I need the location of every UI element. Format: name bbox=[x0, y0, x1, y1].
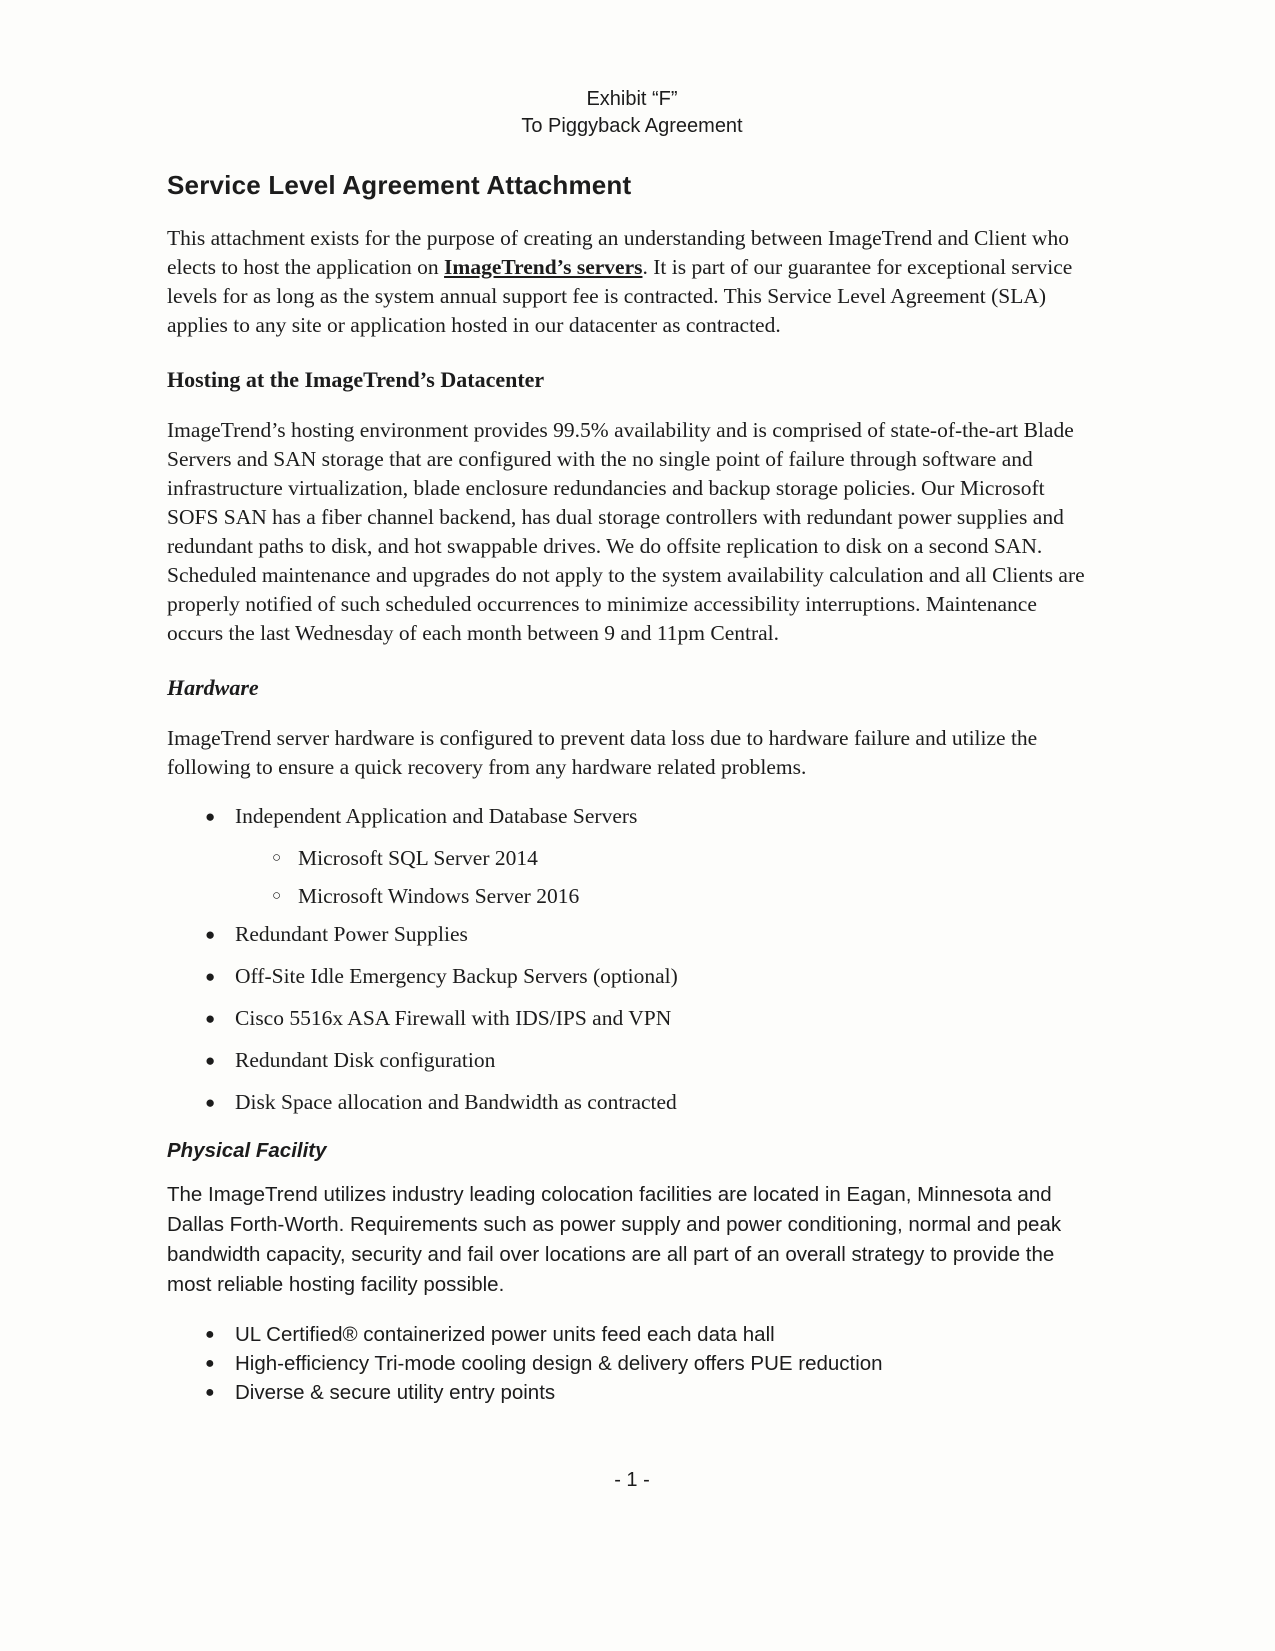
bullet-text: Redundant Disk configuration bbox=[235, 1048, 496, 1072]
bullet-icon: ● bbox=[205, 1009, 216, 1028]
intro-paragraph bbox=[167, 224, 1097, 340]
document-header bbox=[167, 86, 1097, 140]
bullet-text: UL Certified® containerized power units feed each data hall bbox=[235, 1323, 775, 1346]
bullet-item bbox=[167, 1046, 1097, 1075]
bullet-text: Redundant Power Supplies bbox=[235, 922, 468, 946]
hardware-heading: Hardware bbox=[167, 675, 259, 700]
bullet-icon: ● bbox=[205, 1093, 216, 1112]
hosting-paragraph: ImageTrend’s hosting environment provides 99.5% availability and is comprised of state-of-the-art Blade Servers and SAN storage that are configured with the no single point of failure through software and infrastructure virtualization, blade enclosure redundancies and backup storage policies. Our Microsoft SOFS SAN has a fiber channel backend, has dual storage controllers with redundant power supplies and redundant paths to disk, and hot swappable drives. We do offsite replication to disk on a second SAN. Scheduled maintenance and upgrades do not apply to the system availability calculation and all Clients are properly notified of such scheduled occurrences to minimize accessibility interruptions. Maintenance occurs the last Wednesday of each month between 9 and 11pm Central. bbox=[167, 418, 1085, 645]
physical-facility-paragraph: The ImageTrend utilizes industry leading colocation facilities are located in Eagan, Minnesota and Dallas Forth-Worth. Requirements such as power supply and power conditioning, normal and peak bandwidth capacity, security and fail over locations are all part of an overall strategy to provide the most reliable hosting facility possible. bbox=[167, 1183, 1062, 1296]
bullet-text: Independent Application and Database Servers bbox=[235, 804, 638, 828]
bullet-text: Microsoft Windows Server 2016 bbox=[298, 884, 580, 908]
bullet-item bbox=[167, 802, 1097, 831]
hardware-paragraph: ImageTrend server hardware is configured to prevent data loss due to hardware failure and utilize the following to ensure a quick recovery from any hardware related problems. bbox=[167, 726, 1038, 779]
bullet-icon: ● bbox=[205, 925, 216, 944]
document-title: Service Level Agreement Attachment bbox=[167, 170, 632, 200]
bullet-item bbox=[167, 920, 1097, 949]
bullet-text: Disk Space allocation and Bandwidth as contracted bbox=[235, 1090, 677, 1114]
bullet-icon: ● bbox=[205, 1384, 215, 1401]
bullet-text: Diverse & secure utility entry points bbox=[235, 1381, 556, 1404]
intro-part1: This attachment exists for the purpose of creating an understanding between ImageTrend and Client who elects to host the application on bbox=[167, 226, 1069, 279]
bullet-icon: ● bbox=[205, 967, 216, 986]
bullet-icon: ● bbox=[205, 1326, 215, 1343]
circle-bullet-icon: ○ bbox=[272, 850, 282, 866]
bullet-text: Cisco 5516x ASA Firewall with IDS/IPS and VPN bbox=[235, 1006, 672, 1030]
exhibit-line: Exhibit “F” bbox=[586, 88, 678, 110]
hosting-heading: Hosting at the ImageTrend’s Datacenter bbox=[167, 367, 545, 392]
bullet-item bbox=[167, 1349, 1097, 1378]
bullet-sub-item bbox=[167, 844, 1097, 873]
bullet-item bbox=[167, 962, 1097, 991]
agreement-line: To Piggyback Agreement bbox=[521, 115, 743, 137]
physical-facility-heading: Physical Facility bbox=[167, 1139, 327, 1162]
bullet-text: High-efficiency Tri-mode cooling design & delivery offers PUE reduction bbox=[235, 1352, 883, 1375]
bullet-item bbox=[167, 1320, 1097, 1349]
intro-part2: . It is part of our guarantee for exceptional service levels for as long as the system annual support fee is contracted. This Service Level Agreement (SLA) applies to any site or application hosted in our datacenter as contracted. bbox=[167, 255, 1073, 337]
page-number: - 1 - bbox=[614, 1469, 650, 1491]
circle-bullet-icon: ○ bbox=[272, 888, 282, 904]
bullet-sub-item bbox=[167, 882, 1097, 911]
bullet-icon: ● bbox=[205, 807, 216, 826]
bullet-icon: ● bbox=[205, 1051, 216, 1070]
bullet-text: Microsoft SQL Server 2014 bbox=[298, 846, 538, 870]
bullet-item bbox=[167, 1088, 1097, 1117]
bullet-icon: ● bbox=[205, 1355, 215, 1372]
physical-facility-bullet-list bbox=[167, 1320, 1097, 1407]
bullet-text: Off-Site Idle Emergency Backup Servers (optional) bbox=[235, 964, 678, 988]
hardware-bullet-list bbox=[167, 802, 1097, 1117]
intro-emphasis: ImageTrend’s servers bbox=[444, 255, 643, 279]
bullet-item bbox=[167, 1004, 1097, 1033]
bullet-item bbox=[167, 1378, 1097, 1407]
